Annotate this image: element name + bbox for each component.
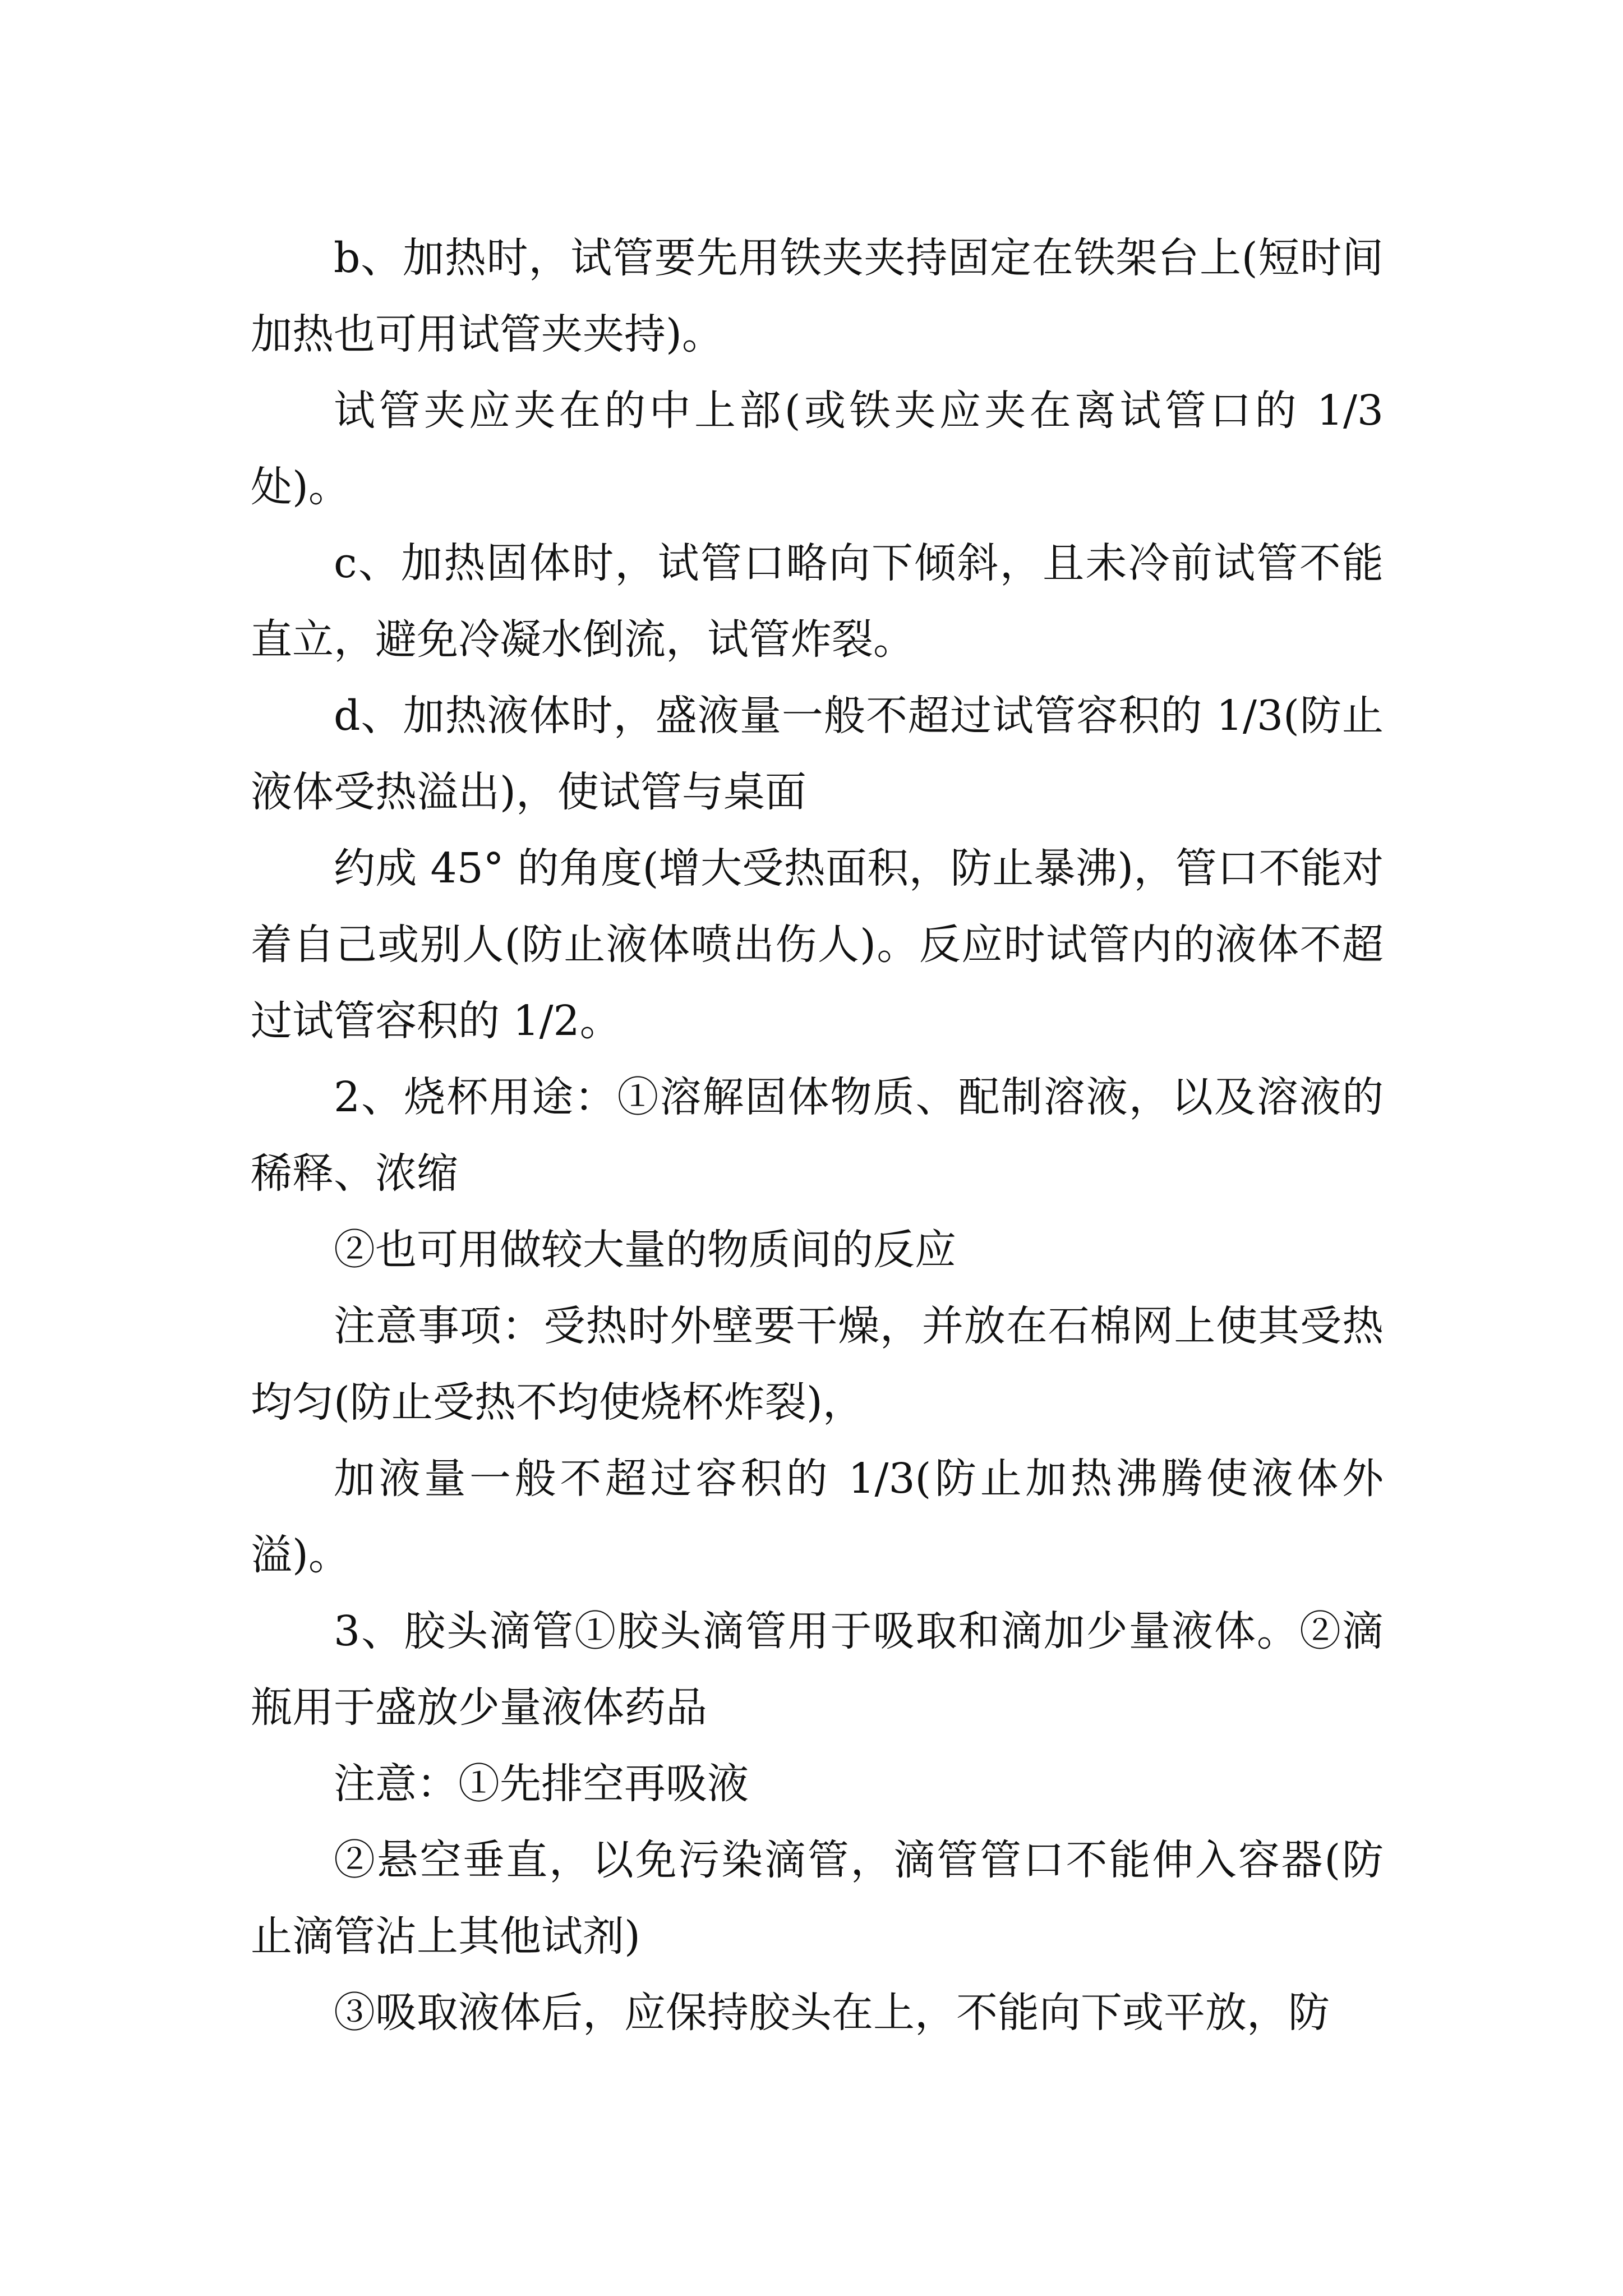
paragraph-tube-angle: 约成 45° 的角度(增大受热面积，防止暴沸)，管口不能对着自己或别人(防止液体喷出伤人)。反应时试管内的液体不超过试管容积的 1/2。 [251,844,1384,1045]
paragraph-beaker-reaction: ②也可用做较大量的物质间的反应 [334,1226,956,1274]
paragraph-heating-clamp: b、加热时，试管要先用铁夹夹持固定在铁架台上(短时间加热也可用试管夹夹持)。 [251,234,1384,358]
paragraph-dropper-note-2: ②悬空垂直，以免污染滴管，滴管管口不能伸入容器(防止滴管沾上其他试剂) [251,1836,1384,1961]
paragraph-beaker-use: 2、烧杯用途：①溶解固体物质、配制溶液，以及溶液的稀释、浓缩 [251,1073,1384,1198]
paragraph-heating-liquid: d、加热液体时，盛液量一般不超过试管容积的 1/3(防止液体受热溢出)，使试管与桌面 [251,692,1384,816]
paragraph-heating-solid: c、加热固体时，试管口略向下倾斜，且未冷前试管不能直立，避免冷凝水倒流，试管炸裂。 [251,539,1384,664]
document-body [251,220,1384,2051]
paragraph-clamp-position: 试管夹应夹在的中上部(或铁夹应夹在离试管口的 1/3 处)。 [251,386,1384,511]
paragraph-dropper-note-3: ③吸取液体后，应保持胶头在上，不能向下或平放，防 [334,1989,1330,2037]
paragraph-dropper-note-1: 注意：①先排空再吸液 [334,1760,749,1808]
paragraph-dropper-use: 3、胶头滴管①胶头滴管用于吸取和滴加少量液体。②滴瓶用于盛放少量液体药品 [251,1607,1384,1732]
paragraph-beaker-notes: 注意事项：受热时外壁要干燥，并放在石棉网上使其受热均匀(防止受热不均使烧杯炸裂)， [251,1302,1384,1427]
paragraph-beaker-volume: 加液量一般不超过容积的 1/3(防止加热沸腾使液体外溢)。 [251,1455,1384,1579]
